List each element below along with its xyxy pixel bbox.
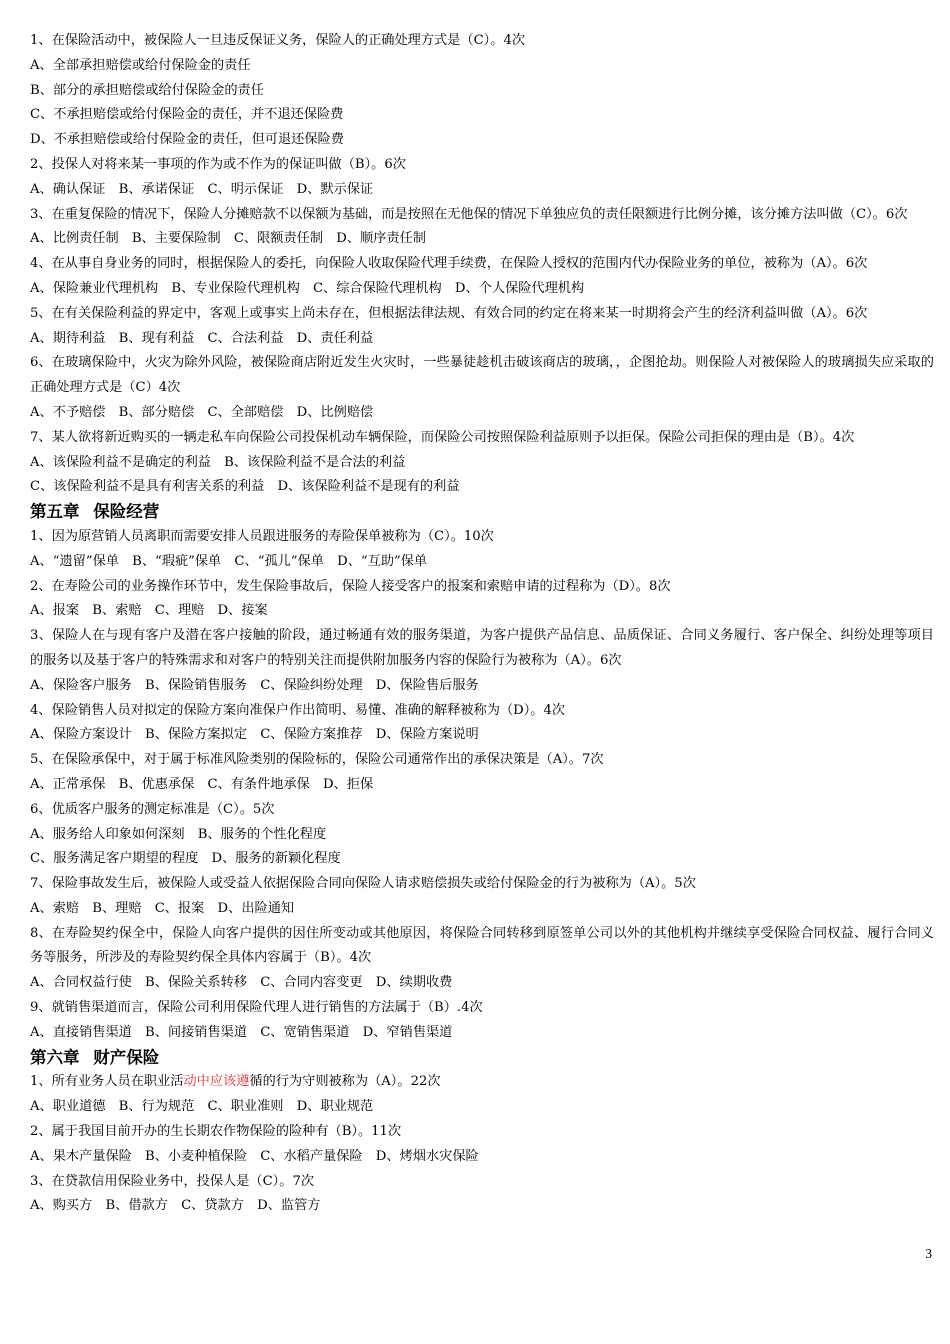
chapter-heading: 第六章 财产保险 xyxy=(30,1047,160,1067)
answer-options: A、保险兼业代理机构 B、专业保险代理机构 C、综合保险代理机构 D、个人保险代理机构 xyxy=(30,280,585,296)
answer-options: A、索赔 B、理赔 C、报案 D、出险通知 xyxy=(30,900,295,916)
question-text: 9、就销售渠道而言，保险公司利用保险代理人进行销售的方法属于（B）.4次 xyxy=(30,1000,483,1016)
answer-options: A、职业道德 B、行为规范 C、职业准则 D、职业规范 xyxy=(30,1099,374,1115)
answer-options: B、部分的承担赔偿或给付保险金的责任 xyxy=(30,82,264,98)
answer-options: A、果木产量保险 B、小麦种植保险 C、水稻产量保险 D、烤烟水灾保险 xyxy=(30,1148,479,1164)
question-text: 8、在寿险契约保全中，保险人向客户提供的因住所变动或其他原因，将保险合同转移到原签单公司以外的其他机构并继续享受保险合同权益、履行合同义务等服务，所涉及的寿险契约保全具体内容属于（B）。4次 xyxy=(30,925,934,966)
answer-options: A、不予赔偿 B、部分赔偿 C、全部赔偿 D、比例赔偿 xyxy=(30,404,374,420)
question-text: 7、保险事故发生后，被保险人或受益人依据保险合同向保险人请求赔偿损失或给付保险金的行为被称为（A）。5次 xyxy=(30,876,696,892)
question-text: 2、投保人对将来某一事项的作为或不作为的保证叫做（B）。6次 xyxy=(30,156,406,172)
chapter-heading: 第五章 保险经营 xyxy=(30,502,160,522)
highlighted-text: 动中应该遵 xyxy=(183,1074,250,1090)
answer-options: A、保险方案设计 B、保险方案拟定 C、保险方案推荐 D、保险方案说明 xyxy=(30,727,479,743)
question-text-part: 循的行为守则被称为（A）。22次 xyxy=(249,1074,441,1090)
question-text: 5、在保险承保中，对于属于标准风险类别的保险标的，保险公司通常作出的承保决策是（A）。7次 xyxy=(30,752,604,768)
question-text: 5、在有关保险利益的界定中，客观上或事实上尚未存在，但根据法律法规、有效合同的约定在将来某一时期将会产生的经济利益叫做（A）。6次 xyxy=(30,305,868,321)
answer-options: A、合同权益行使 B、保险关系转移 C、合同内容变更 D、续期收费 xyxy=(30,975,453,991)
answer-options: C、服务满足客户期望的程度 D、服务的新颖化程度 xyxy=(30,851,341,867)
answer-options: A、购买方 B、借款方 C、贷款方 D、监管方 xyxy=(30,1198,321,1214)
question-text: 3、在贷款信用保险业务中，投保人是（C）。7次 xyxy=(30,1173,315,1189)
question-text: 2、属于我国目前开办的生长期农作物保险的险种有（B）。11次 xyxy=(30,1124,402,1140)
question-text: 3、在重复保险的情况下，保险人分摊赔款不以保额为基础，而是按照在无他保的情况下单独应负的责任限额进行比例分摊，该分摊方法叫做（C）。6次 xyxy=(30,206,908,222)
answer-options: A、该保险利益不是确定的利益 B、该保险利益不是合法的利益 xyxy=(30,454,406,470)
answer-options: A、服务给人印象如何深刻 B、服务的个性化程度 xyxy=(30,826,327,842)
answer-options: A、保险客户服务 B、保险销售服务 C、保险纠纷处理 D、保险售后服务 xyxy=(30,677,479,693)
answer-options: A、确认保证 B、承诺保证 C、明示保证 D、默示保证 xyxy=(30,181,374,197)
page-number: 3 xyxy=(925,1246,932,1261)
document-page xyxy=(30,29,934,1219)
question-text: 4、在从事自身业务的同时，根据保险人的委托，向保险人收取保险代理手续费，在保险人授权的范围内代办保险业务的单位，被称为（A）。6次 xyxy=(30,256,868,272)
answer-options: C、不承担赔偿或给付保险金的责任，并不退还保险费 xyxy=(30,107,344,123)
answer-options: A、比例责任制 B、主要保险制 C、限额责任制 D、顺序责任制 xyxy=(30,231,426,247)
question-text: 7、某人欲将新近购买的一辆走私车向保险公司投保机动车辆保险，而保险公司按照保险利益原则予以拒保。保险公司拒保的理由是（B）。4次 xyxy=(30,429,855,445)
question-text: 4、保险销售人员对拟定的保险方案向准保户作出简明、易懂、准确的解释被称为（D）。4次 xyxy=(30,702,566,718)
answer-options: A、直接销售渠道 B、间接销售渠道 C、宽销售渠道 D、窄销售渠道 xyxy=(30,1024,453,1040)
answer-options: A、“遗留”保单 B、“瑕疵”保单 C、“孤儿”保单 D、“互助”保单 xyxy=(30,553,428,569)
answer-options: A、全部承担赔偿或给付保险金的责任 xyxy=(30,57,251,73)
answer-options: A、报案 B、索赔 C、理赔 D、接案 xyxy=(30,603,268,619)
answer-options: A、期待利益 B、现有利益 C、合法利益 D、责任利益 xyxy=(30,330,374,346)
question-text: 6、优质客户服务的测定标准是（C）。5次 xyxy=(30,801,275,817)
answer-options: A、正常承保 B、优惠承保 C、有条件地承保 D、拒保 xyxy=(30,776,374,792)
question-text: 6、在玻璃保险中，火灾为除外风险，被保险商店附近发生火灾时，一些暴徒趁机击破该商店的玻璃，，企图抢劫。则保险人对被保险人的玻璃损失应采取的正确处理方式是（C）4次 xyxy=(30,355,934,396)
answer-options: C、该保险利益不是具有利害关系的利益 D、该保险利益不是现有的利益 xyxy=(30,479,460,495)
question-text: 3、保险人在与现有客户及潜在客户接触的阶段，通过畅通有效的服务渠道，为客户提供产品信息、品质保证、合同义务履行、客户保全、纠纷处理等项目的服务以及基于客户的特殊需求和对客户的特别关注而提供附加服务内容的保险行为被称为（A）。6次 xyxy=(30,628,934,668)
question-text: 2、在寿险公司的业务操作环节中，发生保险事故后，保险人接受客户的报案和索赔申请的过程称为（D）。8次 xyxy=(30,578,671,594)
answer-options: D、不承担赔偿或给付保险金的责任，但可退还保险费 xyxy=(30,132,344,148)
question-text-part: 1、所有业务人员在职业活 xyxy=(30,1074,184,1090)
question-text: 1、因为原营销人员离职而需要安排人员跟进服务的寿险保单被称为（C）。10次 xyxy=(30,528,494,544)
question-text xyxy=(30,1070,934,1095)
question-text: 1、在保险活动中，被保险人一旦违反保证义务，保险人的正确处理方式是（C）。4次 xyxy=(30,33,526,48)
